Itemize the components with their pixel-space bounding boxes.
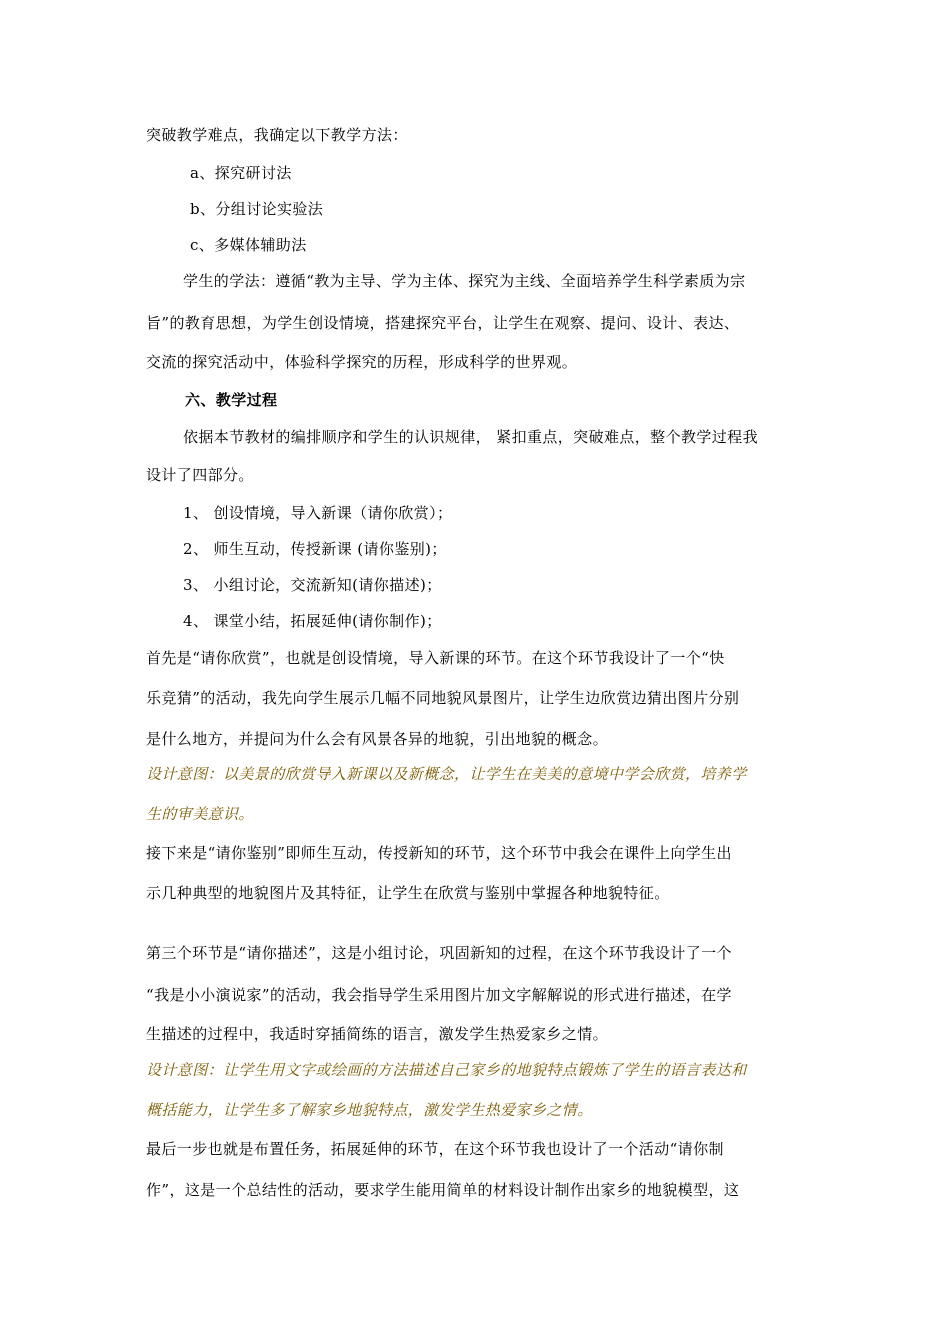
paragraph-line: 设计了四部分。	[146, 466, 254, 484]
paragraph-line: 交流的探究活动中，体验科学探究的历程，形成科学的世界观。	[146, 353, 578, 371]
paragraph-line: 旨”的教育思想，为学生创设情境，搭建探究平台，让学生在观察、提问、设计、表达、	[146, 314, 740, 332]
paragraph-line: 生描述的过程中，我适时穿插简练的语言，激发学生热爱家乡之情。	[146, 1025, 609, 1043]
paragraph-line: 首先是“请你欣赏”，也就是创设情境，导入新课的环节。在这个环节我设计了一个“快	[146, 649, 725, 667]
design-intent-line: 设计意图：让学生用文字或绘画的方法描述自己家乡的地貌特点锻炼了学生的语言表达和	[146, 1061, 747, 1079]
list-item: 4、 课堂小结，拓展延伸(请你制作)；	[183, 612, 442, 630]
list-item: c、多媒体辅助法	[190, 236, 307, 254]
design-intent-line: 生的审美意识。	[146, 805, 254, 823]
paragraph-line: 乐竞猜”的活动，我先向学生展示几幅不同地貌风景图片，让学生边欣赏边猜出图片分别	[146, 689, 740, 707]
paragraph-line: 突破教学难点，我确定以下教学方法：	[146, 126, 408, 144]
list-item: b、分组讨论实验法	[190, 200, 324, 218]
design-intent-line: 设计意图：以美景的欣赏导入新课以及新概念，让学生在美美的意境中学会欣赏，培养学	[146, 765, 747, 783]
paragraph-line: 接下来是“请你鉴别”即师生互动，传授新知的环节，这个环节中我会在课件上向学生出	[146, 844, 732, 862]
paragraph-line: 学生的学法：遵循“教为主导、学为主体、探究为主线、全面培养学生科学素质为宗	[183, 272, 746, 290]
paragraph-line: 作”，这是一个总结性的活动，要求学生能用简单的材料设计制作出家乡的地貌模型，这	[146, 1181, 740, 1199]
design-intent-line: 概括能力，让学生多了解家乡地貌特点，激发学生热爱家乡之情。	[146, 1101, 593, 1119]
paragraph-line: 是什么地方，并提问为什么会有风景各异的地貌，引出地貌的概念。	[146, 730, 609, 748]
paragraph-line: 示几种典型的地貌图片及其特征，让学生在欣赏与鉴别中掌握各种地貌特征。	[146, 884, 670, 902]
list-item: 3、 小组讨论，交流新知(请你描述)；	[183, 576, 442, 594]
list-item: 2、 师生互动，传授新课 (请你鉴别)；	[183, 540, 447, 558]
section-heading: 六、教学过程	[185, 391, 278, 409]
paragraph-line: 第三个环节是“请你描述”，这是小组讨论，巩固新知的过程，在这个环节我设计了一个	[146, 944, 732, 962]
paragraph-line: “我是小小演说家”的活动，我会指导学生采用图片加文字解解说的形式进行描述，在学	[146, 986, 732, 1004]
list-item: a、探究研讨法	[190, 164, 292, 182]
paragraph-line: 最后一步也就是布置任务，拓展延伸的环节，在这个环节我也设计了一个活动“请你制	[146, 1140, 724, 1158]
paragraph-line: 依据本节教材的编排顺序和学生的认识规律， 紧扣重点，突破难点，整个教学过程我	[183, 428, 758, 446]
list-item: 1、 创设情境，导入新课（请你欣赏）；	[183, 504, 453, 522]
